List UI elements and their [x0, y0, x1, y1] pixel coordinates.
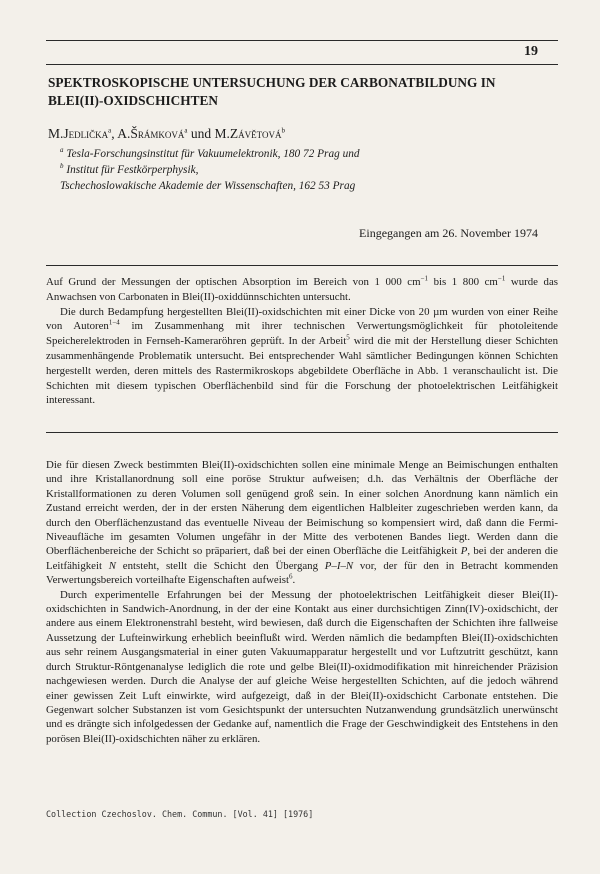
text-run: Auf Grund der Messungen der optischen Absorption im Bereich von 1 000 cm: [46, 276, 421, 288]
superscript: −1: [420, 274, 429, 283]
affiliation-b-line2: Tschechoslowakische Akademie der Wissenschaften, 162 53 Prag: [60, 180, 356, 192]
author-2-name: Šrámková: [130, 126, 185, 141]
affiliation-a-marker: a: [60, 146, 64, 155]
abstract-top-rule: [46, 265, 558, 266]
italic-symbol: P–I–N: [324, 559, 354, 572]
abstract-paragraph-2: [46, 305, 558, 409]
text-run: im Zusammenhang mit ihrer technischen Verwertungsmöglichkeit für photoleitende Speicherelektroden in Fernseh-Kameraröhren geprüft. In der Arbeit: [46, 320, 558, 348]
journal-footer: Collection Czechoslov. Chem. Commun. [Vol. 41] [1976]: [46, 809, 314, 819]
author-line: M.Jedlička$^a$, A.Šrámková$^a$ und M.Závětová$^b$: [48, 126, 285, 141]
italic-symbol: N: [108, 559, 116, 572]
page-number: 19: [524, 44, 538, 59]
text-run: Die für diesen Zweck bestimmten Blei(II)-oxidschichten sollen eine minimale Menge an Beimischungen enthalten und ihre Kristallanordnung soll eine poröse Struktur aufweisen; d.h. das Verhältnis der Oberfläche der Kristallformationen zu deren Volumen soll genügend groß sein. In einer solchen Anordnung kann nämlich ein Zustand erreicht werden, der in der ersten Näherung dem eigentlichen Halbleiter zugeschrieben werden kann, da durch den Oberflächenzustand das eventuelle Niveau der Beimischung so kompensiert wird, daß dann die Fermi-Niveaufläche im gesamten Volumen ungefähr in der Mitte des verbotenen Bandes liegt. Werden dann die Oberflächenbereiche der Schicht so präpariert, daß bei der einen Oberfläche die Leitfähigkeit: [46, 459, 558, 558]
affiliation-b: [60, 162, 360, 178]
body-paragraph-1: [46, 458, 558, 588]
affiliations: [60, 146, 360, 194]
reference-superscript: 1−4: [108, 318, 120, 327]
text-run: bis 1 800 cm: [428, 276, 498, 288]
superscript: −1: [497, 274, 506, 283]
italic-symbol: P: [460, 545, 468, 558]
article-title: SPEKTROSKOPISCHE UNTERSUCHUNG DER CARBONATBILDUNG IN BLEI(II)-OXIDSCHICHTEN: [48, 75, 496, 108]
text-run: wurde das Anwachsen von Carbonaten in Blei(II)-oxiddünnschichten untersucht.: [46, 276, 559, 303]
text-run: wird die mit der Herstellung dieser Schichten zusammenhängende Problematik untersucht. Bei entsprechender Wahl sämtlicher Bedingungen können Schichten hergestellt werden, deren mittels des Rastermikroskops abgebildete Oberfläche in Abb. 1 veranschaulicht ist. Die Schichten mit diesem typischen Oberflächenbild sind für die Forschung der photoelektrischen Leitfähigkeit interessant.: [46, 335, 558, 407]
text-run: Die durch Bedampfung hergestellten Blei(II)-oxidschichten mit einer Dicke von 20 µm wurden von einer Reihe von Autoren: [46, 305, 558, 333]
author-2-affil: a: [184, 126, 188, 135]
abstract-paragraph-1: [46, 275, 558, 305]
reference-superscript: 6: [288, 572, 293, 581]
author-3-initial: M.: [214, 126, 230, 141]
affiliation-b-marker: b: [60, 162, 64, 171]
author-2-initial: A.: [117, 126, 131, 141]
affiliation-a: [60, 146, 360, 162]
author-3-affil: b: [281, 126, 285, 135]
affiliation-a-text: Tesla-Forschungsinstitut für Vakuumelektronik, 180 72 Prag und: [66, 148, 360, 160]
author-3-name: Závětová: [229, 126, 282, 141]
author-conjunction: und: [190, 126, 212, 141]
header-rule: [46, 40, 558, 41]
text-run: entsteht, stellt die Schicht den Übergang: [116, 559, 325, 572]
received-date: Eingegangen am 26. November 1974: [359, 226, 538, 240]
body-paragraph-2: Durch experimentelle Erfahrungen bei der Messung der photoelektrischen Leitfähigkeit dieser Blei(II)-oxidschichten in Sandwich-Anordnung, in der der eine Kontakt aus einer durchsichtigen Zinn(IV)-oxidschicht, der andere aus einem Elektronenstrahl besteht, wird bewiesen, daß durch die Eigenschaften der Schichten ihre fallweise Aussetzung der Lufteinwirkung erheblich beeinflußt wird. Werden nämlich die bedampften Blei(II)-oxidschichten aus sehr reinem Ausgangsmaterial in einer guten Vakuumapparatur hergestellt und vor Luftzutritt geschützt, kann durch Struktur-Röntgenanalyse lediglich die rote und gelbe Blei(II)-oxidmodifikation mit hinreichender Präzision nachgewiesen werden. Durch die Analyse der auf gleiche Weise hergestellten Schichten, auf die jedoch während einer gewissen Zeit Luft einwirkte, wird aufgezeigt, daß in der Blei(II)-oxidschicht Carbonate entstehen. Die Gegenwart solcher Substanzen ist vom Gesichtspunkt der untersuchten Nutzanwendung grundsätzlich unerwünscht und es drängte sich infolgedessen der Gedanke auf, namentlich die Frage der Geschwindigkeit des Entstehens in den porösen Blei(II)-oxidschichten näher zu erklären.: [46, 588, 558, 745]
abstract-bottom-rule: [46, 432, 558, 433]
author-1-initial: M.: [48, 126, 64, 141]
author-1-affil: a: [108, 126, 112, 135]
reference-superscript: 5: [346, 333, 350, 342]
header-rule-lower: [46, 64, 558, 65]
body-text: [46, 458, 558, 746]
text-run: .: [292, 574, 296, 587]
abstract: [46, 275, 558, 408]
text-run: vor, der für den in Betracht kommenden Verwertungsbereich vorteilhafte Eigenschaften aufweist: [46, 559, 559, 587]
author-1-name: Jedlička: [63, 126, 109, 141]
text-run: , bei der anderen die Leitfähigkeit: [46, 545, 558, 572]
affiliation-b-text: Institut für Festkörperphysik,: [66, 164, 199, 176]
